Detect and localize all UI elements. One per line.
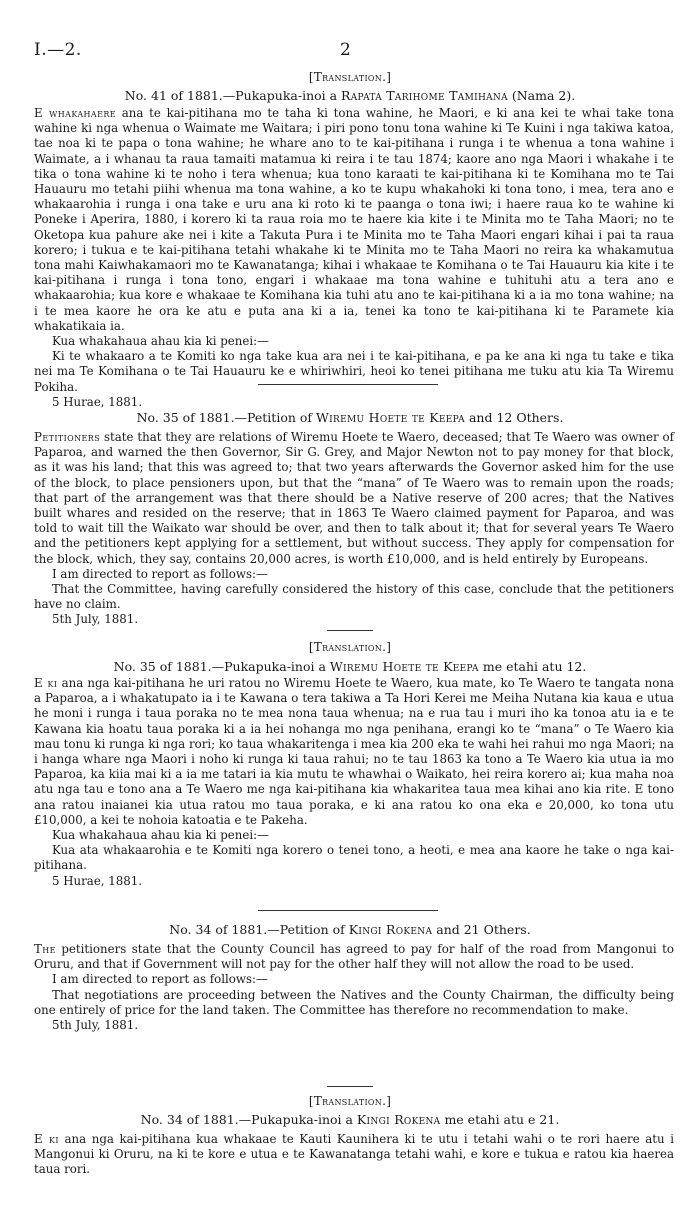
report-directive: I am directed to report as follows:— (52, 972, 268, 987)
committee-finding: That negotiations are proceeding between the Natives and the County Chairman, the difficulty being one entirely of price for the land taken. The Committee has therefore no recommendation to make. (34, 987, 674, 1017)
document-reference: I.—2. (34, 40, 82, 60)
section-divider (258, 910, 438, 911)
section-divider (258, 384, 438, 385)
petition-body: E ki ana nga kai-pitihana kua whakaae te Kauti Kaunihera ki te utu i tetahi wahi o te rori haere atu i Mangonui ki Oruru, na ki te kore e utua e te Kawanatanga tetahi wahi, e kore e tukua e ratou kia haerea taua rori. (34, 1132, 674, 1177)
report-directive: Kua whakahaua ahau kia ki penei:— (52, 828, 269, 843)
report-directive: Kua whakahaua ahau kia ki penei:— (52, 334, 269, 349)
report-date: 5 Hurae, 1881. (52, 394, 143, 409)
report-date: 5 Hurae, 1881. (52, 873, 143, 888)
petition-block (34, 676, 674, 889)
report-date: 5th July, 1881. (52, 612, 139, 627)
petition-block (34, 106, 674, 410)
translation-label: [Translation.] (308, 1094, 392, 1108)
petition-block (34, 430, 674, 628)
page-number: 2 (340, 40, 351, 60)
petition-body: E whakahaere ana te kai-pitihana mo te taha ki tona wahine, he Maori, e ki ana kei te whai take tona wahine ki nga whenua o Waimate me Waitara; i piri pono tonu tona wahine ki Te Kuini i nga takiwa katoa, tae noa ki te papa o tona wahine; he whare ano to te kai-pitihana i runga i te whenua a tona wahine i Waimate, a i whanau ta raua tamaiti matamua ki reira i te tau 1874; kaore ano nga Maori i whakahe i te tika o tona wahine ki te noho i tera whenua; kua tono karaati te kai-pitihana ki te Komihana mo te Tai Hauauru mo tetahi piihi whenua ma tona wahine, a ko te kupu whakahoki ki tona tono, i mea, tera ano e whakaarohia i runga i ona take e uru ana ki roto ki te paanga o tona iwi; i haere raua ko te wahine ki Poneke i Aperira, 1880, i korero ki ta raua roia mo te haere kia kite i te Minita mo te Taha Maori; no te Oketopa kua pahure ake nei i kite a Takuta Pura i te Minita mo te Taha Maori engari kihai i pai ta raua korero; i tukua e te kai-pitihana tetahi whakahe ki te Minita mo te Taha Maori no reira ka whakamutua tona mahi Kaiwhakamaori mo te Kawanatanga; kihai i whakaae te Komihana o te Tai Hauauru kia kite i te kai-pitihana i runga i tona tono, engari i whakaae ma tona wahine e tuhituhi atu a tera ano e whakaarohia; kua kore e whakaae te Komihana kia tuhi atu ano te kai-pitihana ki a ia mo tona wahine; na i te mea kaore he ora ke atu e puta ana ki a ia, tenei ka tono te kai-pitihana ki te Paramete kia whakatikaia ia. (34, 106, 675, 333)
report-directive: I am directed to report as follows:— (52, 566, 268, 581)
translation-label: [Translation.] (308, 70, 392, 84)
petition-body: The petitioners state that the County Council has agreed to pay for half of the road from Mangonui to Oruru, and that if Government will not pay for the other half they will not allow the road to be used. (34, 942, 674, 972)
petition-body: Petitioners state that they are relations of Wiremu Hoete te Waero, deceased; that Te Waero was owner of Paparoa, and warned the then Governor, Sir G. Grey, and Major Newton not to pay money for that block, as it was his land; that this was agreed to; that two years afterwards the Governor asked him for the use of the block, to place pensioners upon, but that the “mana” of Te Waero was to remain upon the roads; that part of the arrangement was that there should be a Native reserve of 200 acres; that the Natives built whares and resided on the reserve; that in 1863 Te Waero claimed payment for Paparoa, and was told to wait till the Waikato war should be over, and then to talk about it; that for several years Te Waero and the petitioners kept applying for a settlement, but without success. They apply for compensation for the block, which, they say, contains 20,000 acres, is worth £10,000, and is held entirely by Europeans. (34, 430, 674, 566)
section-heading: No. 34 of 1881.—Pukapuka-inoi a Kingi Rokena me etahi atu e 21. (140, 1112, 560, 1127)
section-heading: No. 41 of 1881.—Pukapuka-inoi a Rapata Tarihome Tamihana (Nama 2). (124, 88, 576, 103)
report-date: 5th July, 1881. (52, 1018, 139, 1033)
section-heading: No. 35 of 1881.—Petition of Wiremu Hoete te Keepa and 12 Others. (136, 410, 564, 425)
petition-block (34, 942, 674, 1033)
translation-label: [Translation.] (308, 640, 392, 654)
committee-finding: Kua ata whakaarohia e te Komiti nga korero o tenei tono, a heoti, e mea ana kaore he take o nga kai-pitihana. (34, 843, 674, 873)
section-heading: No. 34 of 1881.—Petition of Kingi Rokena and 21 Others. (169, 922, 531, 937)
committee-finding: That the Committee, having carefully considered the history of this case, conclude that the petitioners have no claim. (34, 582, 674, 612)
petition-block (34, 1132, 674, 1178)
committee-finding: Ki te whakaaro a te Komiti ko nga take kua ara nei i te kai-pitihana, e pa ke ana ki nga tu take e tika nei ma Te Komihana o te Tai Hauauru ke e whiriwhiri, heoi ko tenei pitihana me tuku atu kia Ta Wiremu Pokiha. (34, 349, 674, 394)
petition-body: E ki ana nga kai-pitihana he uri ratou no Wiremu Hoete te Waero, kua mate, ko Te Waero te tangata nona a Paparoa, a i whakatupato ia i te Kawana o tera takiwa a Ta Hori Kerei me Meiha Nutana kia kaua e utua he moni i runga i taua poraka no te mea nona taua whenua; na e rua tau i muri iho ka tonoa atu ia e te Kawana kia hoatu taua poraka ki a ia hei nohanga mo nga penihana, erangi ko te “mana” o Te Waero kia mau tonu ki runga ki nga rori; ko taua whakaritenga i mea kia 200 eka te wahi hei rahui mo nga Maori; na i hanga whare nga Maori i noho ki runga ki taua rahui; no te tau 1863 ka tono a Te Waero kia utua ia mo Paparoa, ka kiia mai ki a ia me tatari ia kia mutu te whawhai o Waikato, hei reira korero ai; kua maha noa atu nga tau e tono ana a Te Waero me nga kai-pitihana kia whakaritea taua mea kihai ano kia rite. E tono ana ratou inaianei kia utua ratou mo taua poraka, e ki ana ratou ko ona eka e 20,000, ko tona utu £10,000, a kei te nohoia katoatia e te Pakeha. (34, 676, 674, 827)
section-divider (327, 630, 373, 631)
section-heading: No. 35 of 1881.—Pukapuka-inoi a Wiremu Hoete te Keepa me etahi atu 12. (113, 659, 587, 674)
section-divider (327, 1086, 373, 1087)
